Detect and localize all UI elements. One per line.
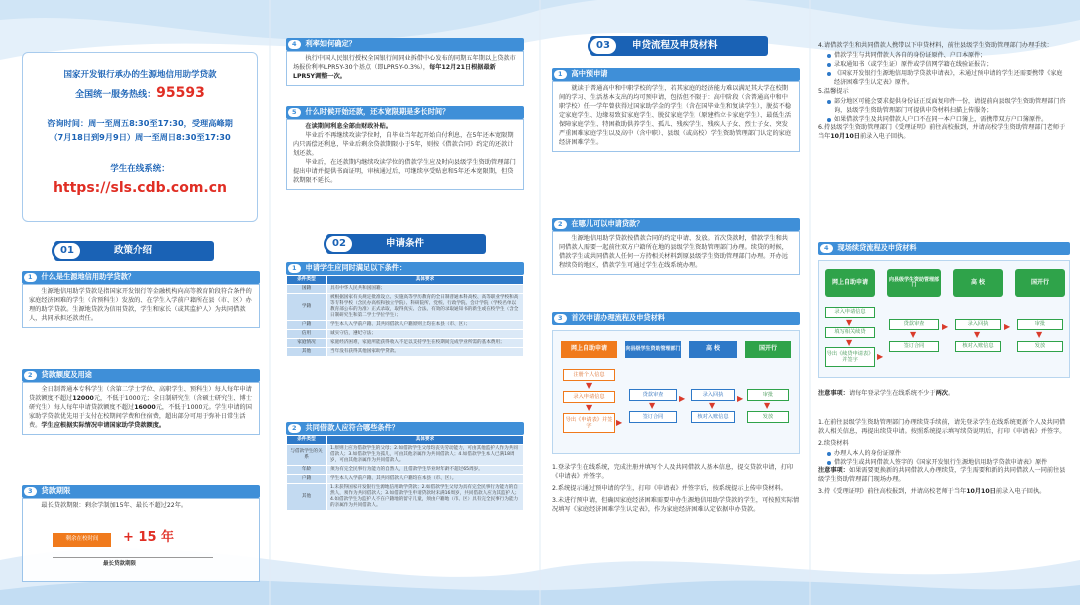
onsite-head-county: 向县级学生资助管理部门 — [887, 269, 941, 297]
onsite-p3 — [818, 488, 1070, 497]
c2-header-req: 具体要求 — [327, 436, 524, 445]
flow-step: 贷款审查 — [629, 389, 677, 401]
step-3: 3.未进行预申请，但确因家庭经济困难需要申办生源地信用助学贷款的学生，可按照实际情况填写《家庭经济困难学生认定表》，作为家庭经济困难认定依据申办贷款。 — [552, 496, 800, 513]
max-term-caption: 最长贷款期限 — [103, 561, 137, 567]
onsite-step: 发放 — [1017, 341, 1063, 352]
rate-body — [293, 55, 517, 82]
arrow-right-icon: ▶ — [616, 418, 623, 427]
system-url[interactable]: https://sls.cdb.com.cn — [52, 179, 228, 196]
onsite-block — [818, 242, 1070, 255]
list-item: 办理人本人的身份证原件 — [826, 449, 1070, 458]
q1-body: 生源地信用助学贷款是指国家开发银行等金融机构向高等教育阶段符合条件的家庭经济困难的学生（含预科生）发放的、在学生入学前户籍所在县（市、区）办理的助学贷款。生源地贷款为信用贷款，学生和家长（或其监护人）为共同借款人，共同承担还款责任。 — [29, 288, 252, 322]
table-row — [287, 483, 524, 510]
onsite-head-college: 高 校 — [953, 269, 1003, 297]
arrow-down-icon: ▼ — [1036, 330, 1043, 339]
onsite-flowchart — [818, 260, 1070, 378]
remaining-term-label: 剩余在校时间 — [65, 536, 99, 543]
onsite-header — [818, 242, 1070, 255]
flow-step: 录入申请信息 — [563, 391, 615, 403]
section-03-number: 03 — [588, 36, 618, 56]
c1-cell: 当年没有获得其他国家助学贷款。 — [327, 347, 524, 356]
contact-title: 国家开发银行承办的生源地信用助学贷款 — [63, 70, 217, 80]
list-item: 借款学生或共同借款人签字的《国家开发银行生源地信用助学贷款申请表》原件 — [826, 458, 1070, 467]
flow-head-college: 高 校 — [689, 341, 737, 358]
list-item: 借款学生与共同借款人各自的身份证原件、户口本原件； — [826, 51, 1068, 60]
arrow-down-icon: ▼ — [846, 338, 853, 347]
q1-header — [22, 271, 260, 284]
q3-number: 3 — [24, 487, 37, 496]
arrow-down-icon: ▼ — [586, 381, 593, 390]
q3-header — [22, 485, 260, 498]
first-apply-block — [552, 312, 800, 325]
c2-cell: 与借款学生的关系 — [287, 444, 327, 465]
q3-body: 最长贷款期限：剩余学制加15年、最长不超过22年。 — [41, 502, 188, 509]
arrow-right-icon: ▶ — [1004, 322, 1011, 331]
flow-step: 审批 — [747, 389, 789, 401]
step-6-text: 6.持县级学生资助管理部门《受理证明》前往高校报到，并请高校学生资助管理部门老师于当年 — [818, 123, 1066, 140]
onsite-step: 贷款审查 — [889, 319, 939, 330]
arrow-down-icon: ▼ — [649, 401, 656, 410]
onsite-head-online: 网上自助申请 — [825, 269, 875, 297]
repay-body-box — [286, 119, 524, 190]
first-apply-flowchart — [552, 330, 800, 454]
step-1: 1.登录学生在线系统，完成注册并填写个人及共同借款人基本信息，提交贷款申请，打印《申请表》并签字。 — [552, 464, 794, 480]
where-block — [552, 218, 800, 275]
repay-block — [286, 106, 524, 190]
where-header — [552, 218, 800, 231]
step-6-date: 10月10日 — [830, 132, 860, 140]
remaining-term-bar — [53, 533, 111, 547]
conditions-2-header — [286, 422, 524, 435]
c2-cell: 1.原则上应为借款学生的父母；2.如借款学生父母均丧失劳动能力，可由其他监护人作为共同借款人；3.如借款学生为孤儿，可由其他亲属作为共同借款人；4.如借款学生本人已满18周岁，可由其他亲属作为共同借款人。 — [327, 444, 524, 465]
panel-1 — [0, 0, 270, 605]
conditions-1-number: 1 — [288, 264, 301, 273]
q2-bold: 学生应根据实际情况申请国家助学贷款额度。 — [41, 421, 166, 429]
c1-cell: 诚实守信，遵纪守法； — [327, 329, 524, 338]
c2-header-type: 条件类型 — [287, 436, 327, 445]
q2-text-1: 全日制普通本专科学生（含第二学士学位、高职学生、预科生）每人每年申请贷款额度不超过 — [29, 386, 252, 402]
system-label: 学生在线系统： — [110, 164, 170, 175]
repay-body-2: 毕业后，在还款期内继续攻读学位的借款学生应及时向县级学生资助管理部门提出申请并提供书面证明，审核通过后，可继续享受贴息和5年还本宽限期，但贷款期限不延长。 — [293, 158, 516, 184]
materials-intro: 4.请借款学生和共同借款人携带以下申贷材料，前往县级学生资助管理部门办理手续： — [818, 42, 1053, 49]
c2-cell: 户籍 — [287, 474, 327, 483]
q2-body-box — [22, 382, 260, 435]
onsite-p3-end: 前录入电子回执。 — [995, 488, 1046, 496]
step-6-end: 前录入电子回执。 — [859, 132, 910, 140]
arrow-right-icon: ▶ — [679, 394, 686, 403]
conditions-1-header — [286, 262, 524, 275]
q2-amount-2: 16000 — [134, 403, 156, 411]
onsite-note-bold: 两次 — [935, 390, 948, 397]
contact-card — [22, 52, 258, 222]
pre-apply-title: 高中预申请 — [571, 69, 608, 79]
onsite-note-text: 请每年登录学生在线系统不少于 — [848, 390, 936, 397]
section-01-title: 政策介绍 — [114, 245, 153, 257]
section-01-number: 01 — [52, 241, 82, 261]
step-2: 2.系统提示通过预申请的学生，打印《申请表》并签字后，按系统提示上传申贷材料。 — [552, 484, 787, 492]
conditions-2-title: 共同借款人应符合哪些条件？ — [305, 423, 399, 433]
c2-cell: 须为有完全民事行为能力的自然人，且借款学生毕业时年龄不超过65周岁。 — [327, 465, 524, 474]
repay-lead: 在读期间利息全部由财政补贴。 — [305, 123, 393, 130]
first-apply-steps — [552, 464, 800, 515]
onsite-notes — [818, 390, 1070, 497]
max-term-line — [53, 557, 213, 558]
rate-title: 利率如何确定？ — [305, 39, 356, 49]
flow-head-online: 网上自助申请 — [561, 341, 617, 358]
onsite-step: 审批 — [1017, 319, 1063, 330]
conditions-1-block — [286, 262, 524, 357]
onsite-p2: 2.续贷材料 — [818, 439, 849, 447]
conditions-1-table — [286, 275, 524, 357]
table-row — [287, 329, 524, 338]
c2-cell: 1.未获得国家开发银行生源地信用助学贷款；2.如借款学生父母为具有完全民事行为能力的自然人，须作为共同借款人；3.如借款学生申请贷款时未满16周岁，共同借款人应为其监护人；4.如借款学生为监护人不在户籍地的留守儿童，须由户籍地（市、区）具有完全民事行为能力的亲属作为共同借款人。 — [327, 483, 524, 510]
c1-header-req: 具体要求 — [327, 276, 524, 285]
first-apply-number: 3 — [554, 314, 567, 323]
q1-block — [22, 271, 260, 328]
conditions-2-number: 2 — [288, 424, 301, 433]
q3-body-box — [22, 498, 260, 582]
q2-text-2: 元，不低于1000元；全日制研究生（含硕士研究生、博士研究生）每人每年申请贷款额度不超过 — [29, 394, 252, 411]
arrow-down-icon: ▼ — [910, 330, 917, 339]
c1-cell: 信用 — [287, 329, 327, 338]
conditions-2-table — [286, 435, 524, 511]
rate-block — [286, 38, 524, 86]
table-row — [287, 284, 524, 293]
flow-step: 核对入账信息 — [691, 411, 735, 423]
flow-step: 注册个人信息 — [563, 369, 615, 381]
hours-line-1: 咨询时间：周一至周五8:30至17:30，受理高峰期 — [47, 117, 233, 128]
q2-block — [22, 369, 260, 435]
hotline-label: 全国统一服务热线： — [75, 90, 157, 101]
table-row — [287, 320, 524, 329]
onsite-note2-text: 如果需要更换新的共同借款人办理续贷，学生需要和新的共同借款人一同前往县级学生资助管理部门现场办理。 — [818, 467, 1066, 484]
flow-step: 导出《申请表》并签字 — [563, 413, 615, 433]
hotline-number: 95593 — [156, 85, 205, 102]
c1-cell: 家庭经济困难，家庭所能获得收入不足以支持学生在校期间完成学业所需的基本费用； — [327, 338, 524, 347]
conditions-2-block — [286, 422, 524, 511]
flow-head-cdb: 国开行 — [745, 341, 791, 358]
onsite-step: 导出《续贷申请表》并签字 — [825, 347, 875, 367]
onsite-step: 填写相关续贷 — [825, 327, 875, 338]
materials-list — [826, 51, 1068, 88]
q1-body-box — [22, 284, 260, 328]
arrow-down-icon: ▼ — [709, 401, 716, 410]
pre-apply-number: 1 — [554, 70, 567, 79]
table-row — [287, 444, 524, 465]
c1-cell: 被根据国家有关规定批准设立、实施高等学历教育的全日制普通本科高校、高等职业学校和高等专科学校（含民办高校和独立学院）、科研院所、党校、行政学院、会计学院（学校名单以教育部公布的为准）正式录取，取得真实、合法、有效的录取通知书的新生或在校学生（含全日制研究生和第二学士学位学生）； — [327, 293, 524, 320]
q2-body — [29, 386, 253, 431]
table-row — [287, 347, 524, 356]
section-02-number: 02 — [324, 234, 354, 254]
c1-cell: 户籍 — [287, 320, 327, 329]
materials-block — [818, 42, 1068, 142]
c1-cell: 学籍 — [287, 293, 327, 320]
panel-2 — [270, 0, 540, 605]
onsite-note-2 — [818, 467, 1070, 485]
list-item: 如果借款学生及共同借款人户口不在同一本户口簿上，需携带双方户口簿原件。 — [826, 115, 1068, 124]
arrow-down-icon: ▼ — [586, 403, 593, 412]
arrow-down-icon: ▼ — [764, 401, 771, 410]
q2-text-3: 元，不低于1000元。学生申请的国家助学贷款优先用于支付在校期间学费和住宿费，超出部分可用于弥补日常生活费。 — [29, 403, 252, 429]
table-row — [287, 474, 524, 483]
c1-cell: 学生本人入学前户籍、其共同借款人户籍原则上均在本县（市、区）； — [327, 320, 524, 329]
onsite-p1: 1.在前往县级学生资助管理部门办理续贷手续前，请先登录学生在线系统更新个人及共同借款人相关信息，再提出续贷申请。按照系统提示填写续贷说明后，打印《申请表》并签字。 — [818, 418, 1066, 435]
where-body: 生源地信用助学贷款按借款合同的约定申请、发放。首次贷款时，借款学生和共同借款人需要一起前往双方户籍所在地的县级学生资助管理部门办理。续贷的时候，借款学生或共同借款人任何一方持相关材料到原县级学生资助管理部门办理。开办远程续贷的地区，借款学生可通过学生在线系统办理。 — [559, 235, 788, 269]
plus-years: + 15 年 — [123, 530, 175, 545]
c2-cell: 年龄 — [287, 465, 327, 474]
where-title: 在哪儿可以申请贷款？ — [571, 219, 644, 229]
onsite-note-end: 。 — [947, 390, 955, 397]
rate-text: 执行中国人民银行授权全国银行间同业拆借中心发布的同期五年期以上贷款市场报价利率LPR5Y-30个基点（即LPR5Y-0.3%）， — [293, 55, 516, 71]
onsite-step: 核对入账信息 — [955, 341, 1001, 352]
arrow-down-icon: ▼ — [974, 330, 981, 339]
pre-apply-body: 就读于普通高中和中职学校的学生，若其家庭的经济能力难以满足其大学在校期间的学习、生活基本支出的均可预申请，包括但不限于：高中阶段（含普通高中和中职学校）任一学年曾获得过国家助学金的学生（含在国毕业生和复读学生），脱贫不稳定家庭学生、边缘易致贫家庭学生、脱贫家庭学生（原建档立卡家庭学生）、最低生活保障家庭学生、特困救助供养学生、孤儿、残疾学生、残疾人子女、烈士子女、突发严重困难家庭学生以及高中（含中职）、县级（或高校）学生资助管理部门认定的家庭经济困难学生。 — [559, 85, 792, 146]
panel-3 — [540, 0, 810, 605]
c1-cell: 其他 — [287, 347, 327, 356]
c1-header-type: 条件类型 — [287, 276, 327, 285]
pre-apply-box — [552, 81, 800, 152]
arrow-right-icon: ▶ — [737, 394, 744, 403]
q3-title: 贷款期限 — [41, 486, 71, 496]
rate-header — [286, 38, 524, 51]
repay-number: 5 — [288, 108, 301, 117]
q3-block — [22, 485, 260, 582]
rate-number: 4 — [288, 40, 301, 49]
list-item: 部分地区可能会要求提供身份证正反面复印件一份，请提前向县级学生资助管理部门咨询，县级学生资助管理部门可提供申贷材料扫描上传服务； — [826, 97, 1068, 115]
arrow-right-icon: ▶ — [942, 322, 949, 331]
repay-header — [286, 106, 524, 119]
tips-title: 5.温馨提示 — [818, 87, 849, 95]
hours-line-2: （7月18日到9月9日）周一至周日8:30至17:30 — [49, 131, 231, 142]
onsite-number: 4 — [820, 244, 833, 253]
q2-amount-1: 12000 — [72, 394, 94, 402]
table-row — [287, 338, 524, 347]
onsite-note-label: 注意事项： — [818, 390, 849, 397]
c1-cell: 家庭情况 — [287, 338, 327, 347]
list-item: 录取通知书（或学生证）原件或学信网学籍在线验证报告； — [826, 60, 1068, 69]
q1-title: 什么是生源地信用助学贷款？ — [41, 272, 135, 282]
conditions-1-title: 申请学生应同时满足以下条件： — [305, 263, 407, 273]
onsite-list — [826, 449, 1070, 467]
flow-step: 录入回执 — [691, 389, 735, 401]
arrow-right-icon: ▶ — [877, 352, 884, 361]
where-box — [552, 231, 800, 275]
section-02-header — [326, 234, 486, 254]
step-6 — [818, 124, 1068, 142]
q2-header — [22, 369, 260, 382]
flow-step: 发放 — [747, 411, 789, 423]
onsite-p3-date: 10月10日 — [966, 488, 996, 496]
section-02-title: 申请条件 — [386, 238, 425, 250]
section-03-title: 申贷流程及申贷材料 — [632, 40, 718, 52]
panel-4 — [810, 0, 1080, 605]
first-apply-header — [552, 312, 800, 325]
tips-list — [826, 97, 1068, 124]
repay-title: 什么时候开始还款，还本宽限期是多长时间？ — [305, 107, 450, 117]
onsite-step: 签订合同 — [889, 341, 939, 352]
where-number: 2 — [554, 220, 567, 229]
pre-apply-header — [552, 68, 800, 81]
pre-apply-block — [552, 68, 800, 152]
rate-body-box — [286, 51, 524, 86]
flow-step: 签订合同 — [629, 411, 677, 423]
onsite-head-cdb: 国开行 — [1015, 269, 1065, 297]
hotline-row — [23, 83, 257, 103]
onsite-step: 录入申请信息 — [825, 307, 875, 318]
flow-head-county: 向县级学生资助管理部门 — [625, 341, 681, 358]
repay-body-1: 毕业后不再继续攻读学位时，自毕业当年起开始自付利息，在5年还本宽限期内只需偿还利息，毕业后剩余贷款期限小于5年，则按《借款合同》约定的还款计划还款。 — [293, 131, 514, 157]
table-row — [287, 465, 524, 474]
list-item: 《国家开发银行生源地信用助学贷款申请表》，未通过预申请的学生还需要携带《家庭经济困难学生认定表》原件。 — [826, 69, 1068, 87]
section-01-header — [54, 241, 214, 261]
q1-number: 1 — [24, 273, 37, 282]
q2-title: 贷款额度及用途 — [41, 370, 92, 380]
c2-cell: 其他 — [287, 483, 327, 510]
c1-cell: 具有中华人民共和国国籍； — [327, 284, 524, 293]
onsite-note2-label: 注意事项： — [818, 467, 849, 475]
first-apply-title: 首次申请办理流程及申贷材料 — [571, 313, 665, 323]
q2-number: 2 — [24, 371, 37, 380]
table-row — [287, 293, 524, 320]
rate-bold: 每年12月21日根据最新LPR5Y调整一次。 — [293, 63, 496, 80]
arrow-down-icon: ▼ — [846, 318, 853, 327]
onsite-note — [818, 390, 1070, 399]
c2-cell: 学生本人入学前户籍、其共同借款人户籍均在本县（市、区）。 — [327, 474, 524, 483]
onsite-title: 现场续贷流程及申贷材料 — [837, 243, 917, 253]
onsite-step: 录入回执 — [955, 319, 1001, 330]
c1-cell: 国籍 — [287, 284, 327, 293]
section-03-header — [590, 36, 768, 56]
onsite-p3-text: 3.持《受理证明》前往高校报到，并请高校老师于当年 — [818, 488, 967, 496]
